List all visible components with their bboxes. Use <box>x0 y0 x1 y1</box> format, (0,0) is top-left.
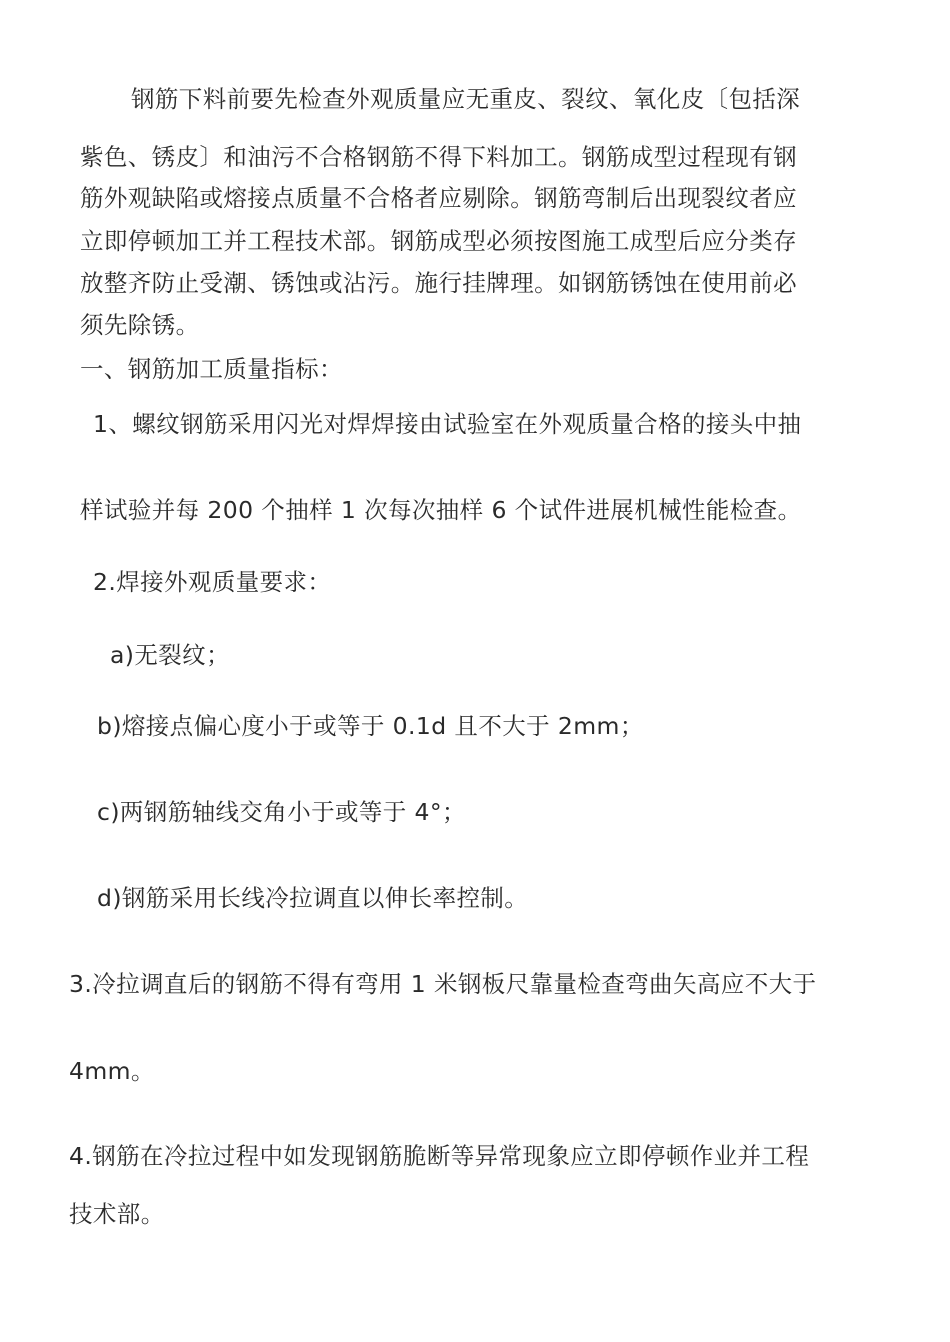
item1-line-1: 1、螺纹钢筋采用闪光对焊焊接由试验室在外观质量合格的接头中抽 <box>93 410 802 438</box>
item1-line-2: 样试验并每 200 个抽样 1 次每次抽样 6 个试件进展机械性能检查。 <box>80 496 802 524</box>
item3-line-1: 3.冷拉调直后的钢筋不得有弯用 1 米钢板尺靠量检查弯曲矢高应不大于 <box>69 970 817 998</box>
item2-b: b)熔接点偏心度小于或等于 0.1d 且不大于 2mm； <box>97 712 644 740</box>
item2-heading: 2.焊接外观质量要求： <box>93 568 332 596</box>
section-heading: 一、钢筋加工质量指标： <box>80 355 343 383</box>
item2-c: c)两钢筋轴线交角小于或等于 4°； <box>97 798 466 826</box>
intro-line-6: 须先除锈。 <box>80 311 200 339</box>
item3-line-2: 4mm。 <box>69 1057 155 1085</box>
item4-line-2: 技术部。 <box>69 1200 165 1228</box>
intro-line-4: 立即停顿加工并工程技术部。钢筋成型必须按图施工成型后应分类存 <box>80 227 797 255</box>
item2-d: d)钢筋采用长线冷拉调直以伸长率控制。 <box>97 884 529 912</box>
intro-line-2: 紫色、锈皮〕和油污不合格钢筋不得下料加工。钢筋成型过程现有钢 <box>80 143 797 171</box>
intro-line-3: 筋外观缺陷或熔接点质量不合格者应剔除。钢筋弯制后出现裂纹者应 <box>80 184 797 212</box>
intro-line-1: 钢筋下料前要先检查外观质量应无重皮、裂纹、氧化皮〔包括深 <box>131 85 801 113</box>
item2-a: a)无裂纹； <box>110 641 230 669</box>
intro-line-5: 放整齐防止受潮、锈蚀或沾污。施行挂牌理。如钢筋锈蚀在使用前必 <box>80 269 797 297</box>
item4-line-1: 4.钢筋在冷拉过程中如发现钢筋脆断等异常现象应立即停顿作业并工程 <box>69 1142 810 1170</box>
